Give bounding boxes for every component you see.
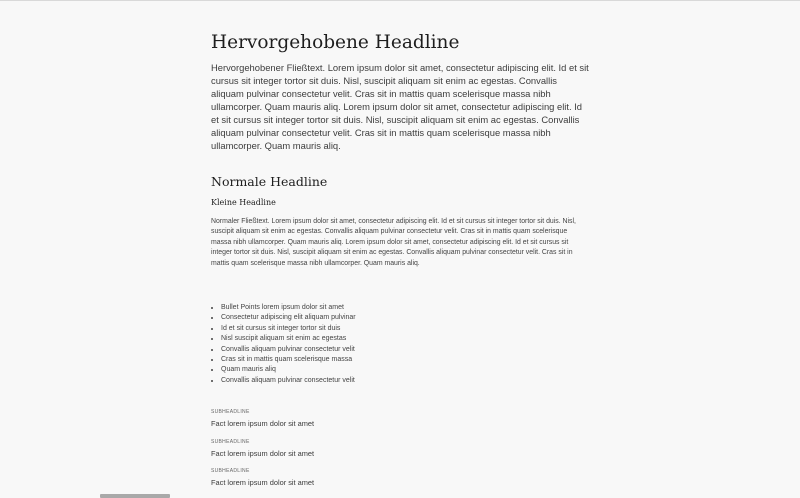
fact-block bbox=[211, 467, 591, 488]
fact-subheadline: SUBHEADLINE bbox=[211, 439, 250, 445]
list-item: • Nisl suscipit aliquam sit enim ac egestas bbox=[221, 334, 356, 344]
fact-subheadline: SUBHEADLINE bbox=[211, 409, 250, 415]
top-border bbox=[0, 0, 800, 1]
list-item: • Id et sit cursus sit integer tortor sit duis bbox=[221, 324, 356, 334]
list-item: • Convallis aliquam pulvinar consectetur velit bbox=[221, 376, 356, 386]
bullet-list bbox=[211, 303, 356, 386]
normal-headline: Normale Headline bbox=[211, 174, 328, 189]
list-item: • Convallis aliquam pulvinar consectetur velit bbox=[221, 345, 356, 355]
highlight-headline: Hervorgehobene Headline bbox=[211, 32, 460, 53]
fact-text: Fact lorem ipsum dolor sit amet bbox=[211, 449, 315, 458]
fact-block bbox=[211, 438, 591, 459]
highlight-paragraph: Hervorgehobener Fließtext. Lorem ipsum dolor sit amet, consectetur adipiscing elit. Id et sit cursus sit integer tortor sit duis. Nisl, suscipit aliquam sit enim ac egestas. Convallis aliquam pulvinar consectetur velit. Cras sit in mattis quam scelerisque massa nibh ullamcorper. Quam mauris aliq. Lorem ipsum dolor sit amet, consectetur adipiscing elit. Id et sit cursus sit integer tortor sit duis. Nisl, suscipit aliquam sit enim ac egestas. Convallis aliquam pulvinar consectetur velit. Cras sit in mattis quam scelerisque massa nibh ullamcorper. Quam mauris aliq. bbox=[211, 62, 589, 151]
list-item: • Cras sit in mattis quam scelerisque massa bbox=[221, 355, 356, 365]
fact-text: Fact lorem ipsum dolor sit amet bbox=[211, 478, 315, 487]
list-item: • Quam mauris aliq bbox=[221, 365, 356, 375]
fact-text: Fact lorem ipsum dolor sit amet bbox=[211, 419, 315, 428]
small-headline: Kleine Headline bbox=[211, 198, 276, 207]
fact-block bbox=[211, 408, 591, 429]
fact-subheadline: SUBHEADLINE bbox=[211, 468, 250, 474]
list-item: • Consectetur adipiscing elit aliquam pulvinar bbox=[221, 313, 356, 323]
horizontal-scrollbar-thumb[interactable] bbox=[100, 494, 170, 498]
body-paragraph: Normaler Fließtext. Lorem ipsum dolor sit amet, consectetur adipiscing elit. Id et sit cursus sit integer tortor sit duis. Nisl, suscipit aliquam sit enim ac egestas. Convallis aliquam pulvinar consectetur velit. Cras sit in mattis quam scelerisque massa nibh ullamcorper. Quam mauris aliq. Lorem ipsum dolor sit amet, consectetur adipiscing elit. Id et sit cursus sit integer tortor sit duis. Nisl, suscipit aliquam sit enim ac egestas. Convallis aliquam pulvinar consectetur velit. Cras sit in mattis quam scelerisque massa nibh ullamcorper. Quam mauris aliq. bbox=[211, 218, 576, 267]
list-item: • Bullet Points lorem ipsum dolor sit amet bbox=[221, 303, 356, 313]
